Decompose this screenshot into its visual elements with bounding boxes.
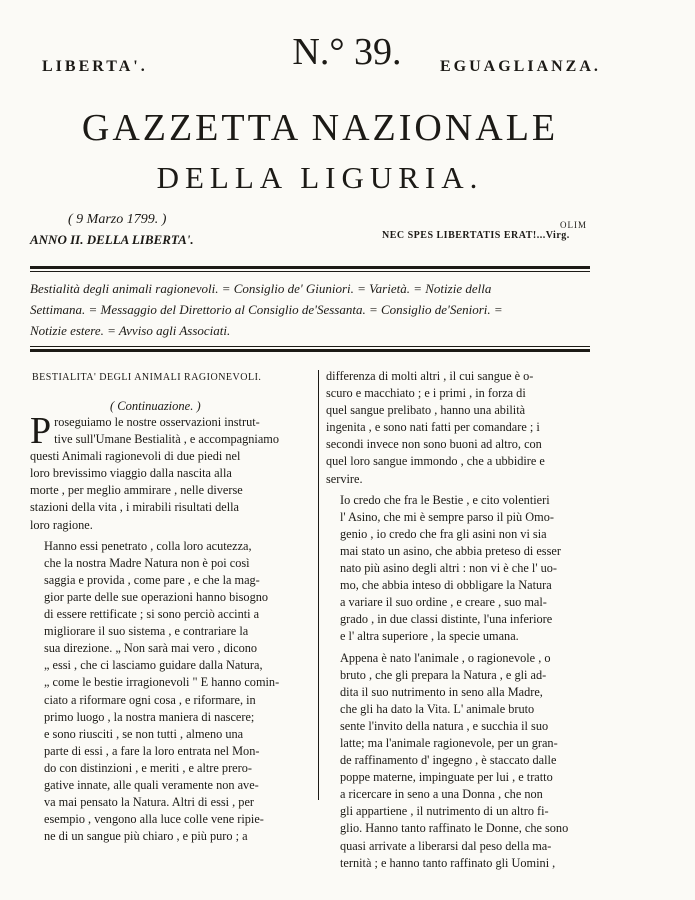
mid-double-rule xyxy=(30,349,590,352)
text-line: de raffinamento d' ingegno , è staccato dalle xyxy=(340,753,557,768)
text-line: tive sull'Umane Bestialità , e accompagniamo xyxy=(54,432,279,447)
column-divider xyxy=(318,370,319,800)
text-line: di essere rettificate ; si sono perciò accinti a xyxy=(44,607,260,622)
text-line: stazioni della vita , i mirabili risultati della xyxy=(30,500,239,515)
text-line: saggia e provida , come pare , e che la mag- xyxy=(44,572,260,587)
text-line: morte , per meglio ammirare , nelle diverse xyxy=(30,483,243,498)
text-line: sente l'invito della natura , e succhia il suo xyxy=(340,718,549,733)
motto-eguaglianza: EGUAGLIANZA. xyxy=(440,58,601,75)
issue-number: N.° 39. xyxy=(292,31,402,73)
motto-liberta: LIBERTA'. xyxy=(42,58,148,75)
summary-line: Settimana. = Messaggio del Direttorio al Consiglio de'Sessanta. = Consiglio de'Seniori. = xyxy=(30,302,503,317)
text-line: gative innate, alle quali veramente non ave- xyxy=(44,777,259,792)
paragraph xyxy=(326,492,608,646)
summary-line: Bestialità degli animali ragionevoli. = Consiglio de' Giuniori. = Varietà. = Notizie della xyxy=(30,281,492,296)
text-line: questi Animali ragionevoli di due piedi nel xyxy=(30,449,241,464)
text-line: a variare il suo ordine , e creare , suo mal- xyxy=(340,595,547,610)
text-line: ternità ; e hanno tanto raffinato gli Uomini , xyxy=(340,855,556,870)
text-line: mo, che abbia inteso di obbligare la Natura xyxy=(340,578,552,593)
text-line: nato più asino degli altri : non vi è che l' uo- xyxy=(340,561,558,576)
text-line: ingenita , e sono nati fatti per comandare ; i xyxy=(326,420,540,435)
epigraph-olim: OLIM xyxy=(560,220,587,230)
text-line: poppe materne, impinguate per lui , e tratto xyxy=(340,770,553,785)
top-thin-rule xyxy=(30,271,590,272)
text-line: grado , in due classi distinte, l'una inferiore xyxy=(340,612,553,627)
text-line: sua direzione. „ Non sarà mai vero , dicono xyxy=(44,641,258,656)
paragraph xyxy=(30,410,298,534)
text-line: a ricercare in seno a una Donna , che non xyxy=(340,787,543,802)
text-line: Appena è nato l'animale , o ragionevole , o xyxy=(340,650,551,665)
text-line: scuro e macchiato ; e i primi , in forza di xyxy=(326,386,526,401)
text-line: migliorare il suo sistema , e contrariare la xyxy=(44,624,249,639)
text-line: mai stato un asino, che abbia preteso di esser xyxy=(340,543,561,558)
text-line: quel sangue prelibato , hanno una abilità xyxy=(326,403,526,418)
issue-summary xyxy=(30,278,590,341)
summary-line: Notizie estere. = Avviso agli Associati. xyxy=(30,323,231,338)
article-column-right xyxy=(326,368,608,872)
text-line: e l' altra superiore , la specie umana. xyxy=(340,629,519,644)
text-line: bruto , che gli prepara la Natura , e gli ad- xyxy=(340,667,547,682)
text-line: secondi invece non sono buoni ad altro, con xyxy=(326,437,542,452)
text-line: quel loro sangue immondo , che a ubbidire e xyxy=(326,454,545,469)
issue-date: ( 9 Marzo 1799. ) xyxy=(68,212,167,227)
newspaper-title: GAZZETTA NAZIONALE xyxy=(81,107,559,149)
text-line: genio , io credo che fra gli asini non vi sia xyxy=(340,526,547,541)
epigraph-quote: NEC SPES LIBERTATIS ERAT!...Virg. xyxy=(382,230,570,241)
text-line: che gli ha dato la Vita. L' animale bruto xyxy=(340,701,535,716)
text-line: Hanno essi penetrato , colla loro acutezza, xyxy=(44,538,252,553)
newspaper-subtitle: DELLA LIGURIA. xyxy=(156,160,484,195)
text-line: esempio , vengono alla luce colle vene ripie- xyxy=(44,812,264,827)
text-line: differenza di molti altri , il cui sangue è o- xyxy=(326,369,534,383)
text-line: parte di essi , a fare la loro entrata nel Mon- xyxy=(44,743,260,758)
paragraph xyxy=(326,368,608,488)
paragraph xyxy=(326,650,608,872)
drop-cap: P xyxy=(30,410,52,452)
text-line: ne di un sangue più chiaro , e più puro ; a xyxy=(44,829,248,844)
text-line: gior parte delle sue operazioni hanno bisogno xyxy=(44,589,269,604)
text-line: „ come le bestie irragionevoli " E hanno comin- xyxy=(44,675,280,690)
text-line: loro ragione. xyxy=(30,517,93,532)
text-line: Io credo che fra le Bestie , e cito volentieri xyxy=(340,492,550,507)
paragraph xyxy=(30,538,298,846)
text-line: do con distinzioni , e meriti , e altre prero- xyxy=(44,760,252,775)
text-line: servire. xyxy=(326,471,363,486)
text-line: „ essi , che ci lasciamo guidare dalla Natura, xyxy=(44,658,263,673)
text-line: e sono riusciti , se non tutti , almeno una xyxy=(44,726,244,741)
text-line: che la nostra Madre Natura non è poi così xyxy=(44,555,250,570)
article-heading: BESTIALITA' DEGLI ANIMALI RAGIONEVOLI. xyxy=(32,372,262,383)
text-line: ciato a riformare ogni cosa , e riformare, in xyxy=(44,692,256,707)
text-line: loro brevissimo viaggio dalla nascita alla xyxy=(30,466,232,481)
text-line: primo luogo , la nostra maniera di nascere; xyxy=(44,709,255,724)
text-line: glio. Hanno tanto raffinato le Donne, che sono xyxy=(340,821,569,836)
text-line: latte; ma l'animale ragionevole, per un gran- xyxy=(340,735,558,750)
text-line: roseguiamo le nostre osservazioni instrut- xyxy=(54,415,260,429)
mid-thin-rule xyxy=(30,346,590,347)
article-column-left xyxy=(30,410,298,845)
text-line: va mai pensato la Natura. Altri di essi , per xyxy=(44,795,255,810)
text-line: l' Asino, che mi è sempre parso il più Omo- xyxy=(340,509,554,524)
text-line: quasi arrivate a liberarsi dal peso della ma- xyxy=(340,838,552,853)
issue-year: ANNO II. DELLA LIBERTA'. xyxy=(30,232,194,247)
text-line: dita il suo nutrimento in seno alla Madre, xyxy=(340,684,543,699)
top-double-rule xyxy=(30,266,590,269)
text-line: gli appartiene , il nutrimento di un altro fi- xyxy=(340,804,549,819)
article-continuation: ( Continuazione. ) xyxy=(110,399,201,413)
